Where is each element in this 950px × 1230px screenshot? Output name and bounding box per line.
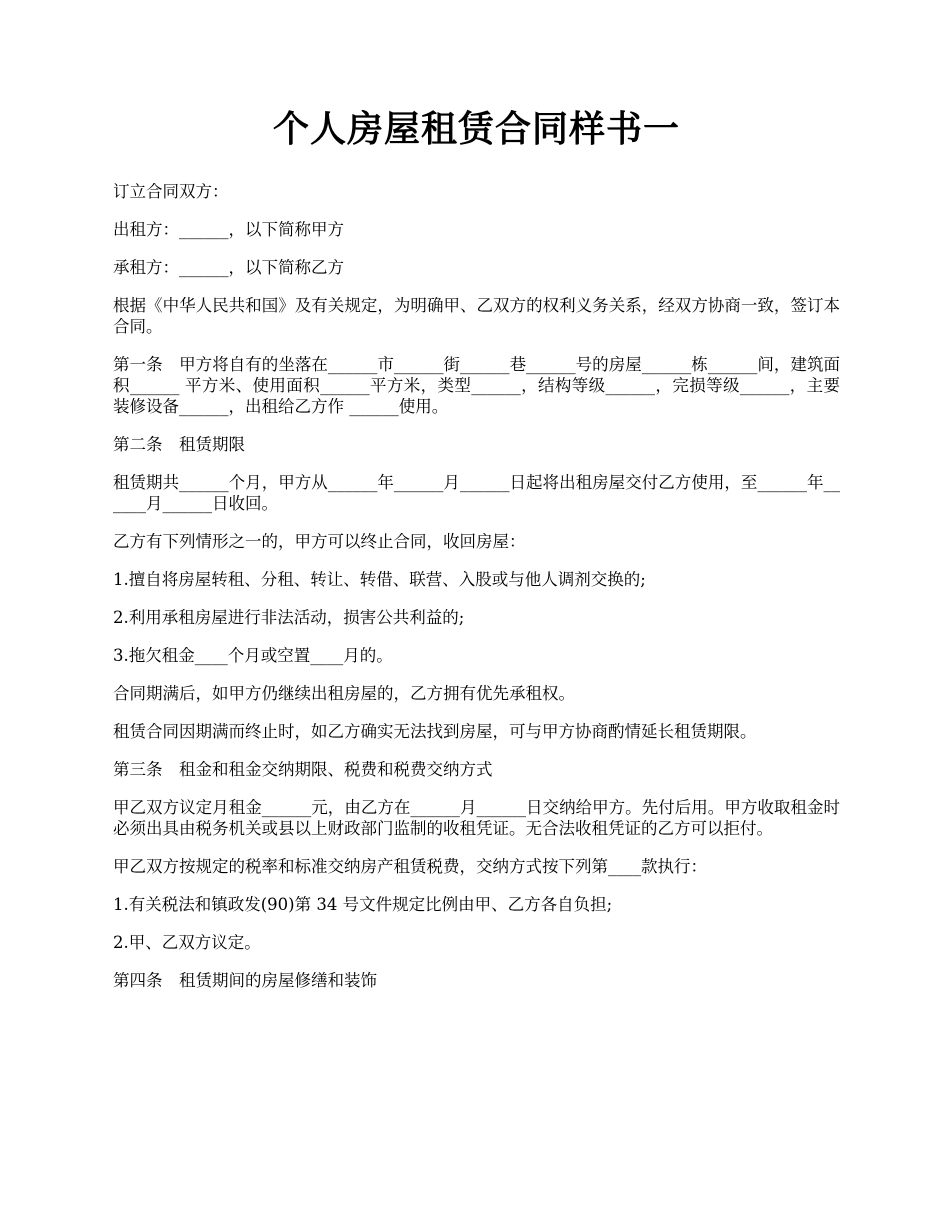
paragraph-lessor: 出租方：______，以下简称甲方 [113, 220, 344, 240]
list-item-termination-3: 3.拖欠租金____个月或空置____月的。 [113, 646, 393, 666]
list-item-tax-1: 1.有关税法和镇政发(90)第 34 号文件规定比例由甲、乙方各自负担; [113, 895, 613, 915]
paragraph-lessee: 承租方：______，以下简称乙方 [113, 258, 344, 278]
paragraph-lease-term: 租赁期共______个月，甲方从______年______月______日起将出租房屋交付乙方使用，至______年______月______日收回。 [113, 473, 840, 514]
document-title: 个人房屋租赁合同样书一 [272, 108, 680, 150]
paragraph-rent-payment: 甲乙双方议定月租金______元，由乙方在______月______日交纳给甲方。先付后用。甲方收取租金时必须出具由税务机关或县以上财政部门监制的收租凭证。无合法收租凭证的乙方可以拒付。 [113, 798, 840, 839]
list-item-termination-2: 2.利用承租房屋进行非法活动，损害公共利益的; [113, 608, 465, 628]
paragraph-preamble: 根据《中华人民共和国》及有关规定，为明确甲、乙双方的权利义务关系，经双方协商一致，签订本合同。 [113, 296, 840, 337]
paragraph-parties-intro: 订立合同双方： [113, 182, 229, 202]
paragraph-extension: 租赁合同因期满而终止时，如乙方确实无法找到房屋，可与甲方协商酌情延长租赁期限。 [113, 722, 757, 742]
paragraph-termination-conditions: 乙方有下列情形之一的，甲方可以终止合同，收回房屋： [113, 532, 526, 552]
document-page [113, 108, 840, 1008]
paragraph-tax-method: 甲乙双方按规定的税率和标准交纳房产租赁税费，交纳方式按下列第____款执行： [113, 857, 707, 877]
list-item-termination-1: 1.擅自将房屋转租、分租、转让、转借、联营、入股或与他人调剂交换的; [113, 570, 646, 590]
paragraph-priority-renewal: 合同期满后，如甲方仍继续出租房屋的，乙方拥有优先承租权。 [113, 684, 575, 704]
list-item-tax-2: 2.甲、乙双方议定。 [113, 933, 261, 953]
heading-article-4: 第四条 租赁期间的房屋修缮和装饰 [113, 971, 377, 991]
paragraph-article-1: 第一条 甲方将自有的坐落在______市______街______巷______号的房屋______栋______间，建筑面积______ 平方米、使用面积______平方米，类型______，结构等级______，完损等级______，主要装修设备______，出租给乙方作 ______使用。 [113, 355, 840, 417]
heading-article-2: 第二条 租赁期限 [113, 435, 245, 455]
heading-article-3: 第三条 租金和租金交纳期限、税费和税费交纳方式 [113, 760, 493, 780]
